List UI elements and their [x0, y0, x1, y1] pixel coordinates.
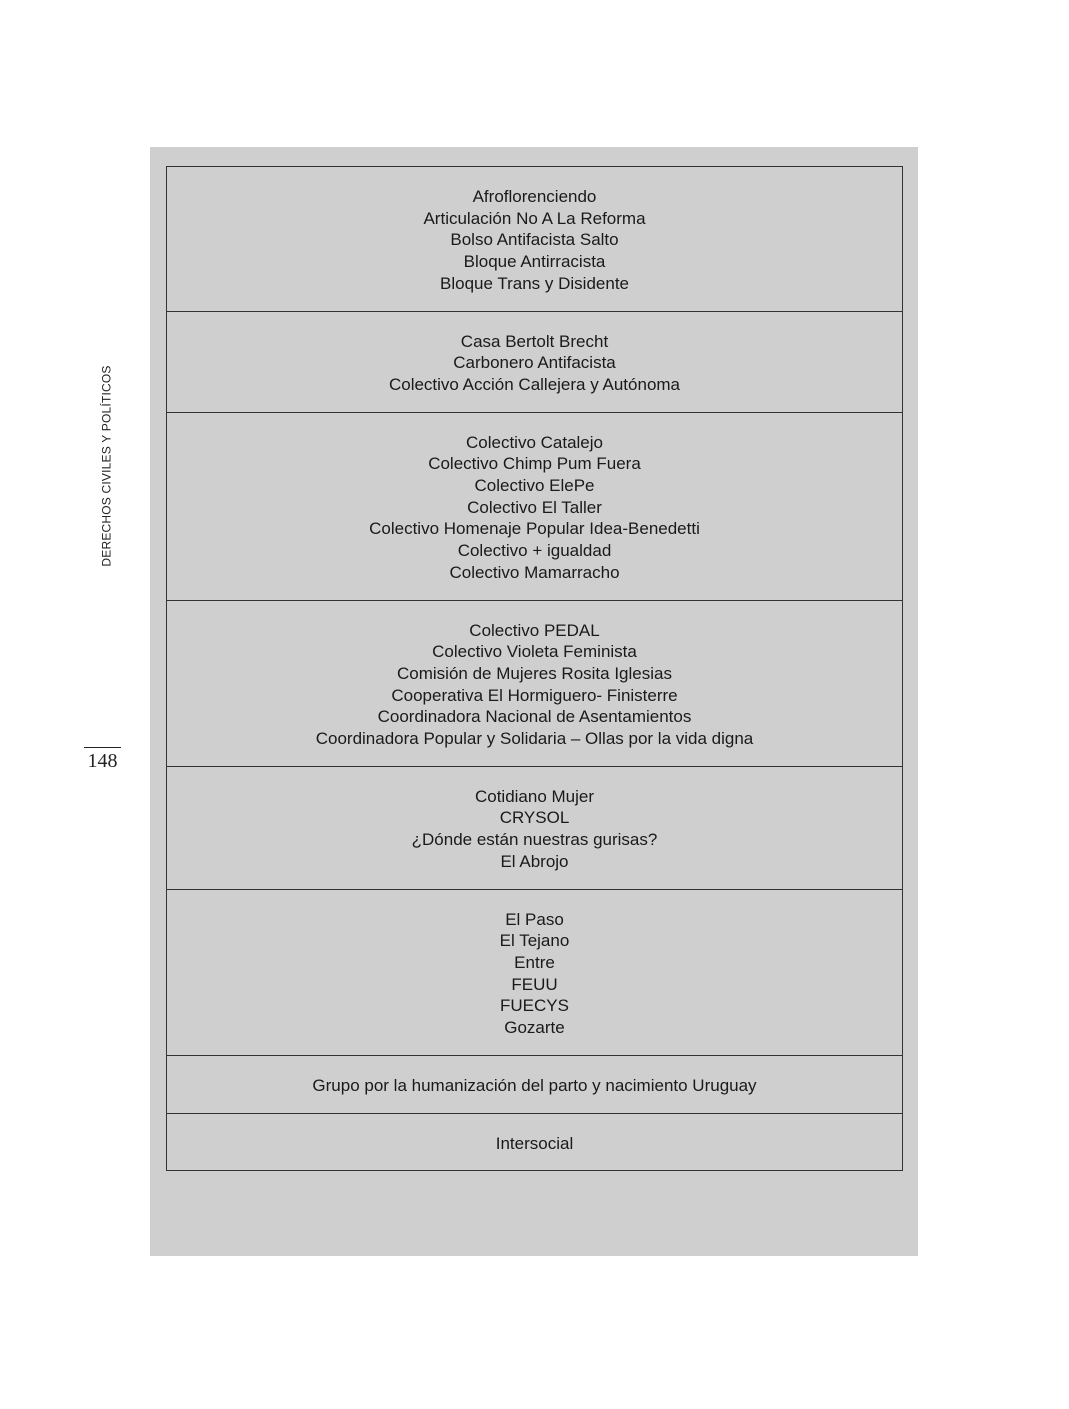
organization-name: Colectivo El Taller: [467, 497, 602, 517]
running-header-text: DERECHOS CIVILES Y POLÍTICOS: [100, 365, 114, 567]
organization-name: Bolso Antifacista Salto: [450, 230, 619, 250]
organization-name: Colectivo Mamarracho: [449, 562, 620, 582]
organization-name: El Paso: [505, 909, 564, 929]
organization-group: [167, 601, 902, 767]
organization-name: CRYSOL: [499, 808, 570, 828]
organization-name: Colectivo Catalejo: [465, 432, 603, 452]
organization-name: FEUU: [511, 974, 558, 994]
organization-name: Cooperativa El Hormiguero- Finisterre: [391, 685, 678, 705]
organization-name: Colectivo PEDAL: [469, 620, 600, 640]
organization-group: [167, 890, 902, 1056]
organization-group: [167, 167, 902, 312]
organization-name: Articulación No A La Reforma: [423, 208, 646, 228]
organization-name: Coordinadora Popular y Solidaria – Ollas por la vida digna: [315, 729, 754, 749]
organization-name: Intersocial: [495, 1133, 574, 1153]
organization-group: [167, 1056, 902, 1114]
organization-name: Colectivo Homenaje Popular Idea-Benedetti: [369, 519, 700, 539]
organization-name: El Tejano: [499, 931, 570, 951]
organization-name: El Abrojo: [500, 851, 569, 871]
organization-group: [167, 413, 902, 601]
organization-name: Colectivo Violeta Feminista: [432, 642, 637, 662]
organization-name: Colectivo ElePe: [474, 476, 595, 496]
organization-name: Grupo por la humanización del parto y nacimiento Uruguay: [312, 1075, 757, 1095]
running-header: [62, 365, 152, 567]
organization-group: [167, 1114, 902, 1172]
organization-group: [167, 767, 902, 890]
page-number-rule: [84, 747, 121, 748]
organization-name: ¿Dónde están nuestras gurisas?: [411, 830, 658, 850]
organization-name: Bloque Antirracista: [463, 252, 606, 272]
organization-name: FUECYS: [500, 996, 569, 1016]
organization-name: Colectivo + igualdad: [457, 541, 612, 561]
organization-name: Cotidiano Mujer: [474, 786, 595, 806]
organization-name: Entre: [514, 952, 555, 972]
organization-name: Gozarte: [504, 1018, 565, 1038]
page-number: 148: [87, 750, 118, 772]
organization-name: Comisión de Mujeres Rosita Iglesias: [397, 663, 672, 683]
organization-name: Colectivo Acción Callejera y Autónoma: [388, 374, 681, 394]
organization-name: Colectivo Chimp Pum Fuera: [428, 454, 641, 474]
organization-name: Carbonero Antifacista: [453, 353, 616, 373]
organization-group: [167, 312, 902, 413]
organization-name: Bloque Trans y Disidente: [440, 273, 629, 293]
organizations-table: [166, 166, 903, 1171]
organization-name: Coordinadora Nacional de Asentamientos: [377, 707, 692, 727]
organization-name: Afroflorenciendo: [472, 187, 597, 206]
organization-name: Casa Bertolt Brecht: [460, 331, 609, 351]
